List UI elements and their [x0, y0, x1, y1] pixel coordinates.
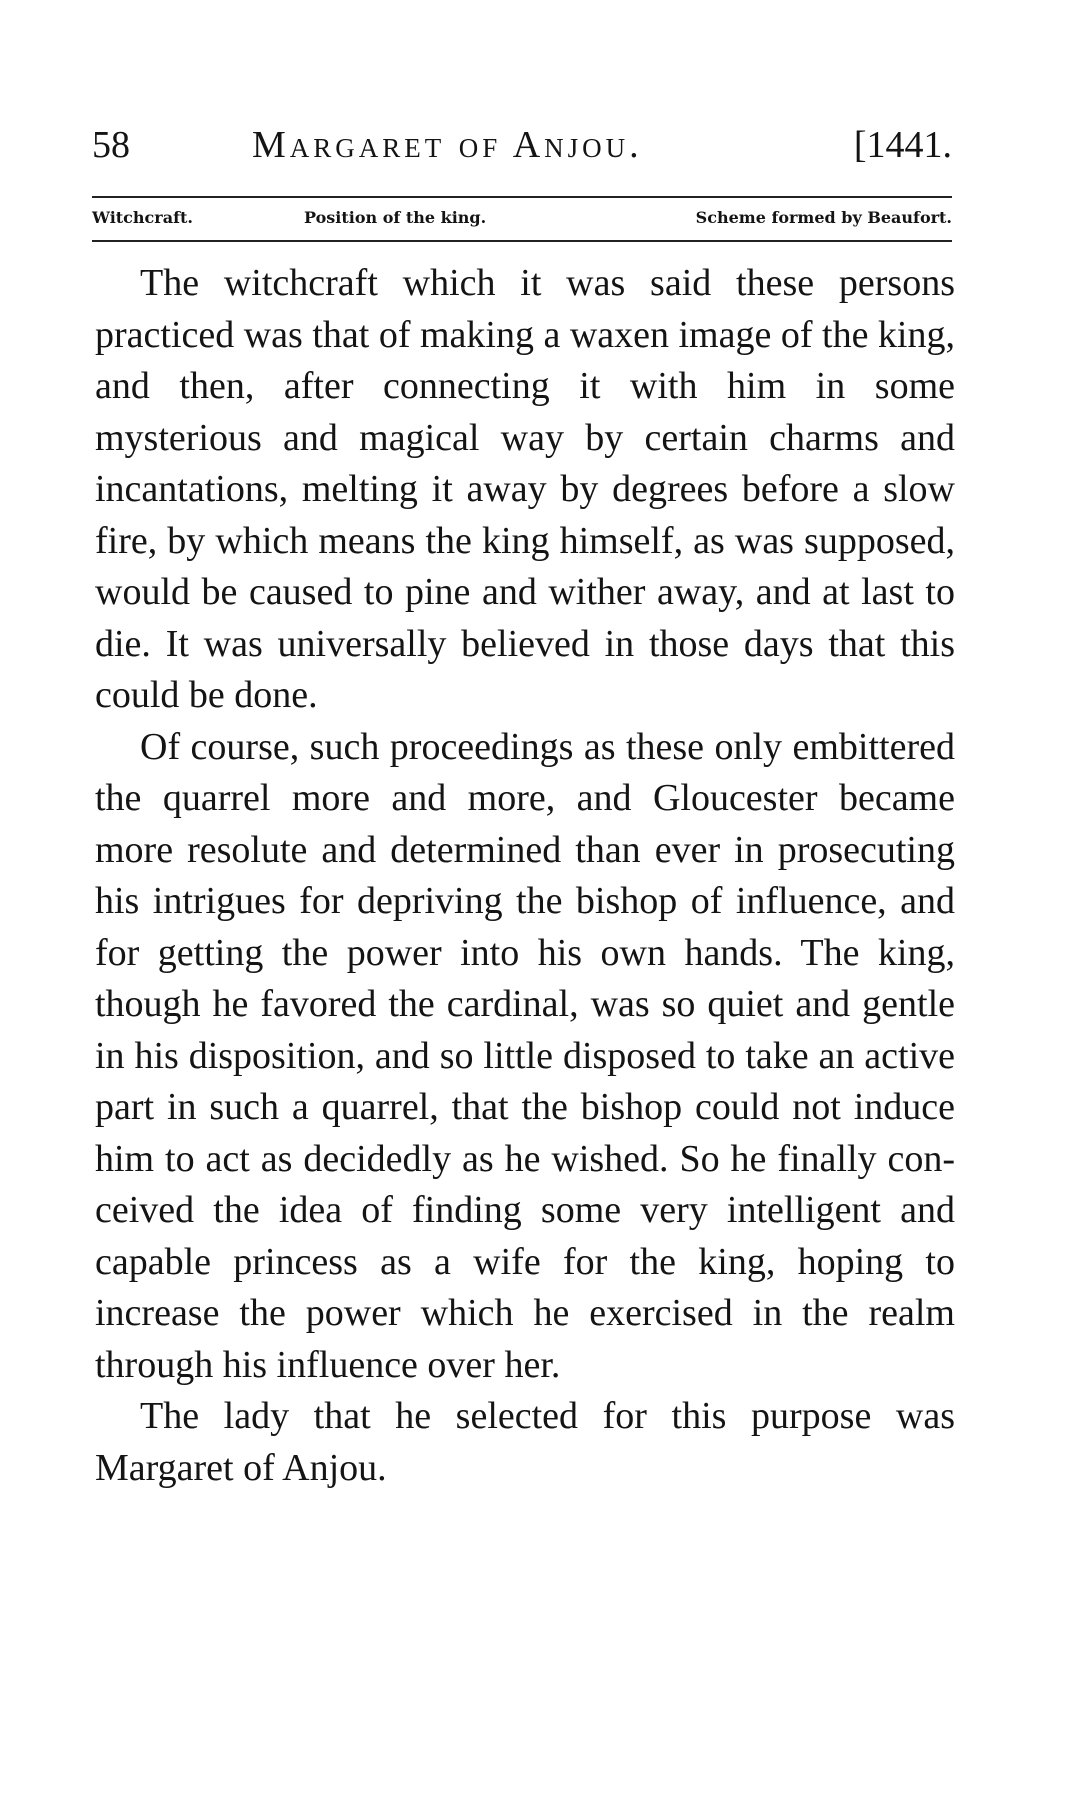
paragraph-witchcraft: The witchcraft which it was said these persons practiced was that of making a waxen image of the king, and then, after connecting it with him in some mysterious and magical way by certain charms and incantations, melting it away by degrees before a slow fire, by which means the king himself, as was supposed, would be caused to pine and wither away, and at last to die. It was universally believed in those days that this could be done. [95, 262, 955, 716]
body-text [95, 258, 955, 1494]
marginal-note-position-of-king: Position of the king. [304, 208, 487, 227]
header-year: [1441. [853, 124, 952, 166]
header-rule-bottom [92, 240, 952, 242]
paragraph-gloucester-intrigues: Of course, such proceedings as these only embittered the quarrel more and more, and Gloucester became more resolute and determined than ever in prosecuting his intrigues for depriving the bishop of influence, and for getting the power into his own hands. The king, though he favored the cardinal, was so quiet and gentle in his disposition, and so little disposed to take an active part in such a quarrel, that the bishop could not induce him to act as decidedly as he wished. So he finally conceived the idea of finding some very intelligent and capable princess as a wife for the king, hoping to increase the power which he exercised in the realm through his influence over her. [95, 725, 955, 1386]
marginal-note-scheme-by-beaufort: Scheme formed by Beaufort. [695, 208, 952, 227]
header-rule-top [92, 196, 952, 198]
paragraph-margaret-selected: The lady that he selected for this purpose was Margaret of Anjou. [95, 1395, 955, 1489]
page-number: 58 [92, 124, 130, 166]
marginal-notes [92, 202, 952, 234]
page-header [92, 120, 952, 170]
marginal-note-witchcraft: Witchcraft. [92, 208, 193, 227]
running-title: Margaret of Anjou. [252, 124, 643, 166]
